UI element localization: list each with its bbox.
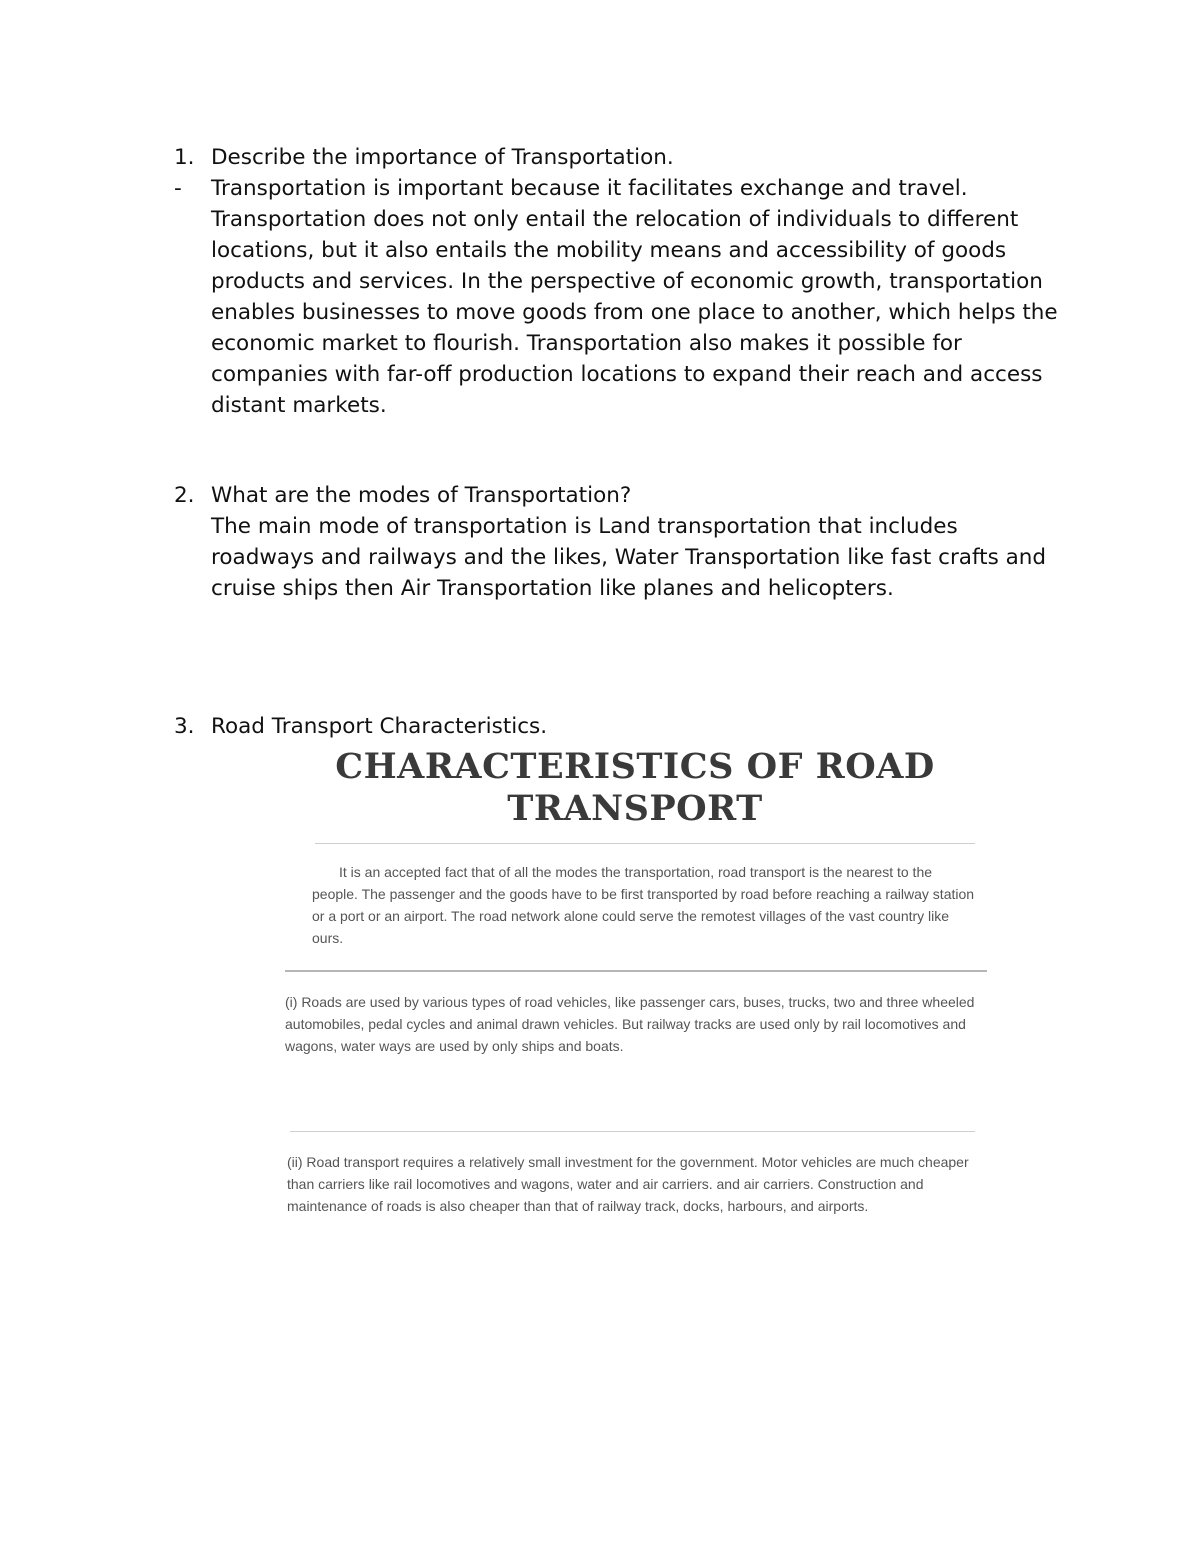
q2-answer: The main mode of transportation is Land transportation that includes roadways and railways and the likes, Water Transportation like fast crafts and cruise ships then Air Transportation like planes and helicopters.: [211, 514, 1047, 601]
figure-title-line1: CHARACTERISTICS OF ROAD: [335, 746, 935, 787]
q3-number: 3.: [174, 714, 195, 739]
q1-number: 1.: [174, 145, 195, 170]
figure-divider-middle: [285, 970, 987, 972]
q1-bullet: -: [174, 176, 182, 201]
q2-question: What are the modes of Transportation?: [211, 483, 632, 508]
q3-question: Road Transport Characteristics.: [211, 714, 548, 739]
figure-divider-lower: [290, 1131, 975, 1132]
figure-divider-top: [315, 843, 975, 844]
q1-question: Describe the importance of Transportation.: [211, 145, 674, 170]
road-transport-figure: [270, 742, 1000, 1252]
q1-answer: Transportation is important because it facilitates exchange and travel. Transportation does not only entail the relocation of individuals to different locations, but it also entails the mobility means and accessibility of goods products and services. In the perspective of economic growth, transportation enables businesses to move goods from one place to another, which helps the economic market to flourish. Transportation also makes it possible for companies with far-off production locations to expand their reach and access distant markets.: [211, 176, 1058, 418]
figure-point-2: (ii) Road transport requires a relatively small investment for the government. Motor vehicles are much cheaper than carriers like rail locomotives and wagons, water and air carriers. and air carriers. Construction and maintenance of roads is also cheaper than that of railway track, docks, harbours, and airports.: [287, 1154, 969, 1214]
figure-point-1: (i) Roads are used by various types of road vehicles, like passenger cars, buses, trucks, two and three wheeled automobiles, pedal cycles and animal drawn vehicles. But railway tracks are used only by rail locomotives and wagons, water ways are used by only ships and boats.: [285, 994, 975, 1054]
q2-number: 2.: [174, 483, 195, 508]
figure-title-line2: TRANSPORT: [507, 788, 763, 829]
figure-intro-paragraph: It is an accepted fact that of all the modes the transportation, road transport is the nearest to the people. The passenger and the goods have to be first transported by road before reaching a railway station or a port or an airport. The road network alone could serve the remotest villages of the vast country like ours.: [312, 864, 975, 946]
